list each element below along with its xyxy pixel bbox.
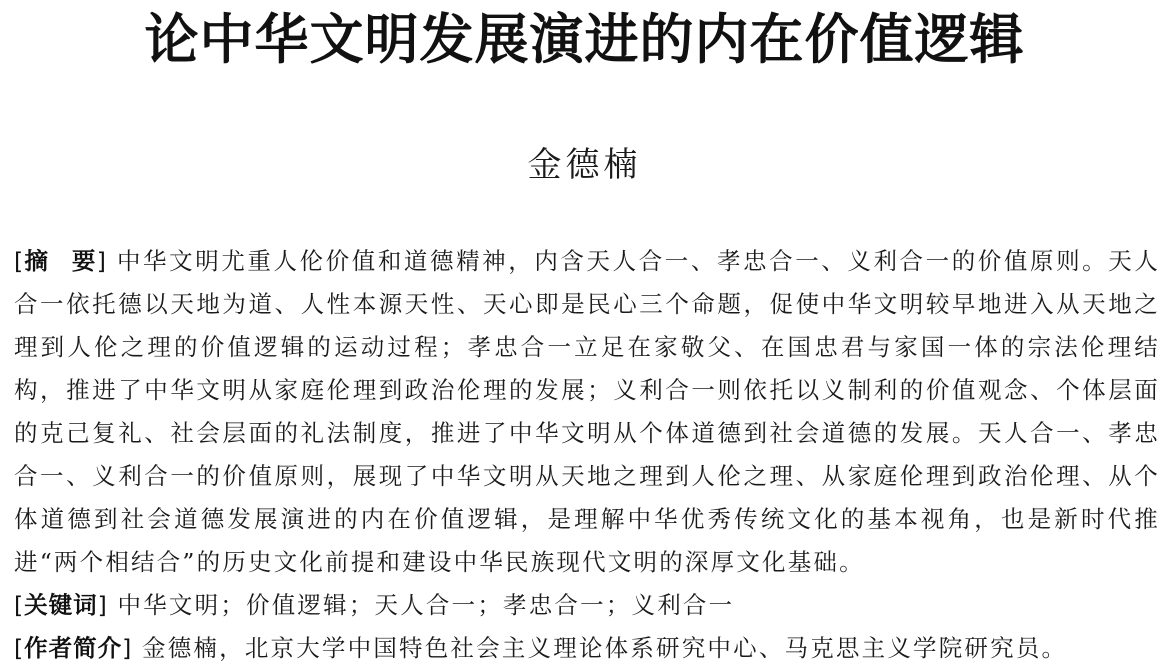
article-author: 金德楠: [527, 145, 642, 185]
keywords-label-open-bracket: [: [14, 591, 25, 619]
abstract-label-part2: 要: [71, 247, 97, 275]
abstract-label: [14, 247, 107, 275]
author-info-label-close-bracket: ]: [122, 634, 133, 662]
abstract-label-part1: 摘: [24, 247, 50, 275]
abstract-label-close-bracket: ]: [96, 247, 107, 275]
abstract-label-open-bracket: [: [14, 247, 25, 275]
keywords-paragraph: [14, 584, 1160, 627]
author-info-paragraph: [14, 627, 1160, 670]
article-title: 论中华文明发展演进的内在价值逻辑: [144, 8, 1025, 71]
abstract-paragraph: [14, 240, 1160, 584]
keywords-label: [14, 591, 108, 619]
author-info-label-open-bracket: [: [14, 634, 25, 662]
article-front-matter: [14, 240, 1160, 670]
author-info-label: [14, 634, 132, 662]
author-info-label-text: 作者简介: [24, 634, 123, 662]
keywords-label-text: 关键词: [24, 591, 98, 619]
keywords-label-close-bracket: ]: [97, 591, 108, 619]
abstract-text: 中华文明尤重人伦价值和道德精神，内含天人合一、孝忠合一、义利合一的价值原则。天人合一依托德以天地为道、人性本源天性、天心即是民心三个命题，促使中华文明较早地进入从天地之理到人伦之理的价值逻辑的运动过程；孝忠合一立足在家敬父、在国忠君与家国一体的宗法伦理结构，推进了中华文明从家庭伦理到政治伦理的发展；义利合一则依托以义制利的价值观念、个体层面的克己复礼、社会层面的礼法制度，推进了中华文明从个体道德到社会道德的发展。天人合一、孝忠合一、义利合一的价值原则，展现了中华文明从天地之理到人伦之理、从家庭伦理到政治伦理、从个体道德到社会道德发展演进的内在价值逻辑，是理解中华优秀传统文化的基本视角，也是新时代推进“两个相结合”的历史文化前提和建设中华民族现代文明的深厚文化基础。: [14, 247, 1161, 576]
keywords-text: 中华文明；价值逻辑；天人合一；孝忠合一；义利合一: [117, 591, 735, 619]
author-info-text: 金德楠，北京大学中国特色社会主义理论体系研究中心、马克思主义学院研究员。: [142, 634, 1068, 662]
